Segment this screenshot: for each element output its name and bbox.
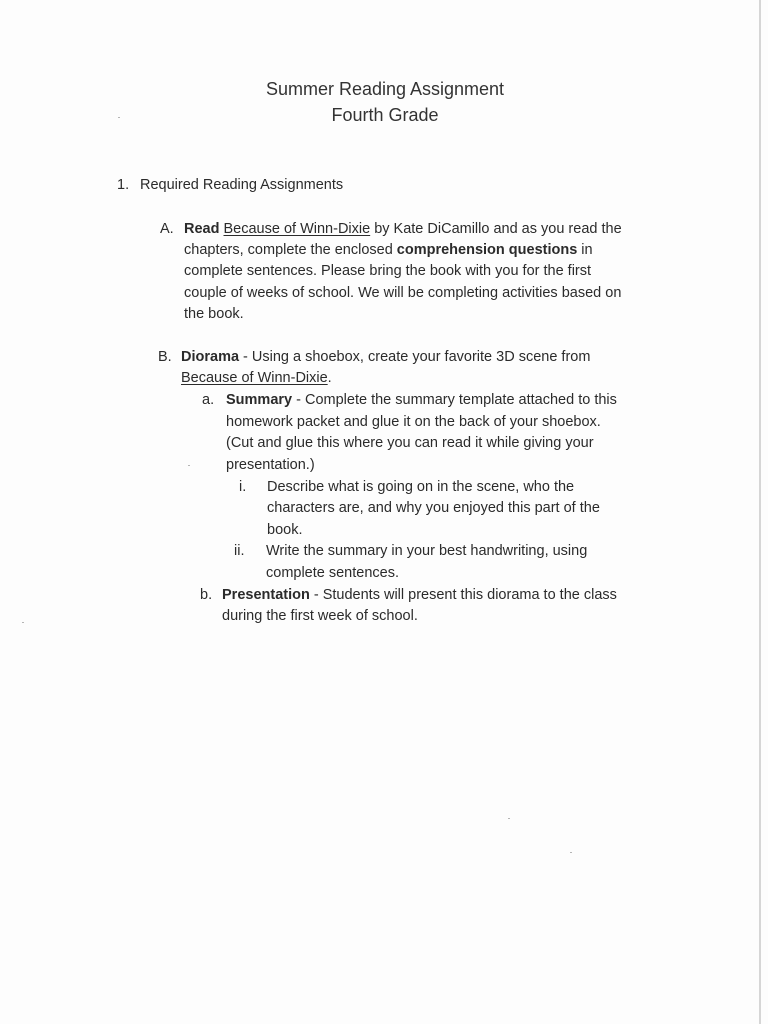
item-a-line-1: [184, 219, 622, 239]
item-a-line-2-end: in: [577, 242, 593, 258]
subitem-a-line-1: [226, 390, 617, 410]
item-b-line-2-end: .: [327, 370, 332, 386]
item-a-line-5: the book.: [184, 306, 244, 322]
subitem-a-line-2: homework packet and glue it on the back of your shoebox.: [226, 414, 601, 430]
document-title: Summer Reading Assignment: [265, 79, 505, 99]
comprehension-questions-text: comprehension questions: [396, 242, 578, 258]
scan-speck: [508, 818, 510, 819]
scan-edge-line: [759, 0, 761, 1024]
subitem-i-line-2: characters are, and why you enjoyed this part of the: [267, 500, 600, 516]
item-a-marker: A.: [160, 221, 174, 237]
item-a-line-4: couple of weeks of school. We will be completing activities based on: [184, 285, 622, 301]
document-subtitle-grade: Fourth Grade: [331, 105, 439, 125]
summary-label: Summary: [226, 392, 293, 408]
subitem-ii-marker: ii.: [234, 543, 245, 559]
subitem-b-line-1-text: - Students will present this diorama to the class: [309, 587, 617, 603]
item-b-line-1-text: - Using a shoebox, create your favorite 3D scene from: [239, 349, 591, 365]
item-a-line-2: [184, 240, 593, 260]
item-b-book-title: Because of Winn-Dixie: [181, 370, 328, 386]
presentation-label: Presentation: [222, 587, 310, 603]
subitem-a-line-3: (Cut and glue this where you can read it while giving your: [226, 435, 594, 451]
item-a-line-3: complete sentences. Please bring the book with you for the first: [184, 263, 592, 279]
subitem-b-line-1: [222, 585, 617, 605]
section-1-heading: Required Reading Assignments: [140, 177, 344, 193]
subitem-a-line-1-text: - Complete the summary template attached to this: [292, 392, 617, 408]
item-a-label: Read: [184, 221, 220, 237]
item-b-label: Diorama: [181, 349, 240, 365]
subitem-a-line-4: presentation.): [226, 457, 315, 473]
subitem-i-line-3: book.: [267, 522, 303, 538]
item-a-book-title: Because of Winn-Dixie: [223, 221, 371, 237]
item-a-line-1-text: by Kate DiCamillo and as you read the: [370, 221, 622, 237]
subitem-ii-line-1: Write the summary in your best handwriting, using: [266, 543, 588, 559]
section-1-marker: 1.: [117, 177, 130, 193]
subitem-ii-line-2: complete sentences.: [266, 565, 399, 581]
item-b-line-1: [181, 347, 590, 367]
scan-speck: [22, 622, 24, 623]
item-b-line-2: [181, 368, 332, 388]
subitem-i-line-1: Describe what is going on in the scene, who the: [267, 479, 575, 495]
scan-speck: [188, 465, 190, 466]
subitem-a-marker: a.: [202, 392, 215, 408]
subitem-b-line-2: during the first week of school.: [222, 608, 418, 624]
item-b-marker: B.: [158, 349, 172, 365]
subitem-b-marker: b.: [200, 587, 213, 603]
item-a-line-2-start: chapters, complete the enclosed: [184, 242, 397, 258]
scan-speck: [570, 852, 572, 853]
subitem-i-marker: i.: [239, 479, 247, 495]
